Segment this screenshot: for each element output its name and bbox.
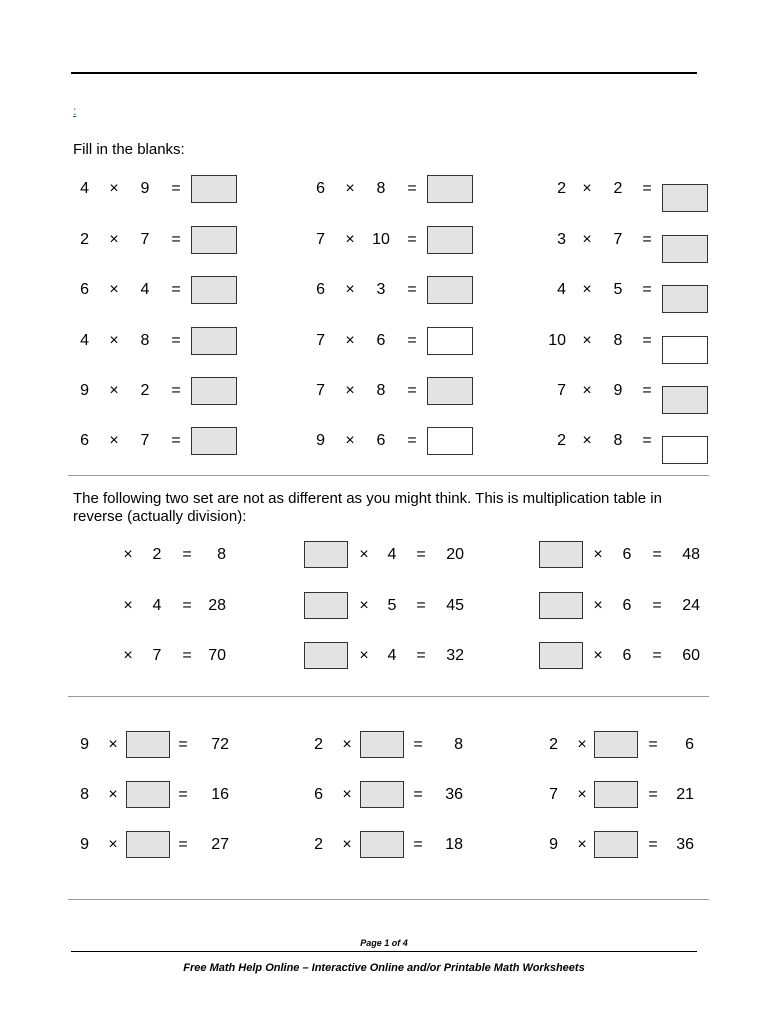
- factor-b: 2: [140, 382, 150, 399]
- times-sign: ×: [593, 546, 603, 563]
- missing-factor-blank[interactable]: [304, 541, 348, 568]
- answer-blank[interactable]: [427, 327, 473, 355]
- product: 28: [208, 597, 226, 614]
- section-divider: [68, 899, 709, 900]
- equals-sign: =: [648, 736, 658, 753]
- factor-b: 7: [140, 231, 150, 248]
- factor-a: 4: [80, 332, 89, 349]
- answer-blank[interactable]: [662, 386, 708, 414]
- answer-blank[interactable]: [662, 336, 708, 364]
- answer-blank[interactable]: [191, 327, 237, 355]
- missing-factor-blank[interactable]: [594, 831, 638, 858]
- times-sign: ×: [577, 836, 587, 853]
- equals-sign: =: [171, 432, 181, 449]
- equals-sign: =: [407, 231, 417, 248]
- product: 60: [682, 647, 700, 664]
- equals-sign: =: [182, 647, 192, 664]
- times-sign: ×: [345, 382, 355, 399]
- factor-a: 7: [549, 786, 558, 803]
- answer-blank[interactable]: [427, 175, 473, 203]
- factor-a: 6: [80, 432, 89, 449]
- product: 21: [676, 786, 694, 803]
- factor-a: 7: [316, 382, 325, 399]
- equals-sign: =: [178, 836, 188, 853]
- factor-a: 2: [314, 736, 323, 753]
- answer-blank[interactable]: [662, 184, 708, 212]
- times-sign: ×: [342, 836, 352, 853]
- answer-blank[interactable]: [191, 226, 237, 254]
- factor-b: 4: [152, 597, 162, 614]
- times-sign: ×: [582, 332, 592, 349]
- equals-sign: =: [642, 382, 652, 399]
- times-sign: ×: [359, 546, 369, 563]
- equals-sign: =: [413, 786, 423, 803]
- factor-a: 2: [314, 836, 323, 853]
- equals-sign: =: [171, 231, 181, 248]
- equals-sign: =: [178, 786, 188, 803]
- times-sign: ×: [109, 180, 119, 197]
- times-sign: ×: [108, 736, 118, 753]
- factor-a: 2: [549, 736, 558, 753]
- product: 27: [211, 836, 229, 853]
- answer-blank[interactable]: [662, 436, 708, 464]
- answer-blank[interactable]: [191, 377, 237, 405]
- factor-b: 4: [140, 281, 150, 298]
- times-sign: ×: [582, 382, 592, 399]
- times-sign: ×: [577, 786, 587, 803]
- factor-a: 6: [316, 281, 325, 298]
- equals-sign: =: [416, 597, 426, 614]
- factor-a: 9: [549, 836, 558, 853]
- answer-blank[interactable]: [191, 276, 237, 304]
- factor-a: 3: [557, 231, 566, 248]
- missing-factor-blank[interactable]: [304, 642, 348, 669]
- times-sign: ×: [582, 231, 592, 248]
- equals-sign: =: [648, 836, 658, 853]
- factor-b: 5: [613, 281, 623, 298]
- times-sign: ×: [109, 432, 119, 449]
- missing-factor-blank[interactable]: [594, 781, 638, 808]
- factor-a: 6: [314, 786, 323, 803]
- answer-blank[interactable]: [427, 427, 473, 455]
- factor-a: 9: [316, 432, 325, 449]
- factor-a: 2: [557, 180, 566, 197]
- product: 32: [446, 647, 464, 664]
- factor-b: 2: [152, 546, 162, 563]
- factor-b: 3: [376, 281, 386, 298]
- factor-b: 5: [387, 597, 397, 614]
- equals-sign: =: [407, 382, 417, 399]
- page-number: Page 1 of 4: [360, 938, 408, 948]
- times-sign: ×: [345, 332, 355, 349]
- factor-b: 7: [613, 231, 623, 248]
- equals-sign: =: [182, 597, 192, 614]
- section1-instruction: Fill in the blanks:: [73, 141, 185, 158]
- missing-factor-blank[interactable]: [594, 731, 638, 758]
- product: 8: [454, 736, 463, 753]
- equals-sign: =: [171, 332, 181, 349]
- header-link[interactable]: :: [73, 104, 77, 118]
- equals-sign: =: [416, 647, 426, 664]
- times-sign: ×: [109, 332, 119, 349]
- product: 70: [208, 647, 226, 664]
- times-sign: ×: [577, 736, 587, 753]
- answer-blank[interactable]: [427, 276, 473, 304]
- section-divider: [68, 696, 709, 697]
- times-sign: ×: [109, 231, 119, 248]
- missing-factor-blank[interactable]: [304, 592, 348, 619]
- times-sign: ×: [123, 597, 133, 614]
- factor-b: 9: [140, 180, 150, 197]
- equals-sign: =: [407, 180, 417, 197]
- answer-blank[interactable]: [427, 226, 473, 254]
- section-divider: [68, 475, 709, 476]
- times-sign: ×: [109, 281, 119, 298]
- product: 45: [446, 597, 464, 614]
- equals-sign: =: [652, 597, 662, 614]
- times-sign: ×: [593, 597, 603, 614]
- product: 72: [211, 736, 229, 753]
- factor-a: 4: [80, 180, 89, 197]
- product: 36: [676, 836, 694, 853]
- times-sign: ×: [582, 180, 592, 197]
- product: 36: [445, 786, 463, 803]
- factor-a: 7: [316, 231, 325, 248]
- equals-sign: =: [648, 786, 658, 803]
- footer-rule: [71, 951, 697, 952]
- factor-b: 6: [376, 432, 386, 449]
- factor-a: 4: [557, 281, 566, 298]
- missing-factor-blank[interactable]: [539, 592, 583, 619]
- factor-a: 7: [557, 382, 566, 399]
- times-sign: ×: [345, 432, 355, 449]
- factor-b: 2: [613, 180, 623, 197]
- factor-b: 6: [622, 647, 632, 664]
- factor-a: 10: [548, 332, 566, 349]
- equals-sign: =: [642, 332, 652, 349]
- factor-b: 7: [152, 647, 162, 664]
- answer-blank[interactable]: [662, 235, 708, 263]
- factor-b: 7: [140, 432, 150, 449]
- factor-b: 8: [613, 432, 623, 449]
- factor-a: 2: [557, 432, 566, 449]
- product: 24: [682, 597, 700, 614]
- header-rule: [71, 72, 697, 74]
- times-sign: ×: [109, 382, 119, 399]
- footer-title: Free Math Help Online – Interactive Online and/or Printable Math Worksheets: [183, 962, 585, 974]
- times-sign: ×: [582, 432, 592, 449]
- equals-sign: =: [652, 546, 662, 563]
- equals-sign: =: [171, 180, 181, 197]
- section2-instruction-line2: reverse (actually division):: [73, 508, 247, 525]
- answer-blank[interactable]: [191, 175, 237, 203]
- product: 8: [217, 546, 226, 563]
- factor-b: 8: [140, 332, 150, 349]
- equals-sign: =: [171, 382, 181, 399]
- answer-blank[interactable]: [427, 377, 473, 405]
- times-sign: ×: [593, 647, 603, 664]
- factor-a: 6: [80, 281, 89, 298]
- equals-sign: =: [171, 281, 181, 298]
- times-sign: ×: [342, 736, 352, 753]
- factor-a: 8: [80, 786, 89, 803]
- answer-blank[interactable]: [662, 285, 708, 313]
- product: 16: [211, 786, 229, 803]
- factor-b: 8: [376, 180, 386, 197]
- equals-sign: =: [416, 546, 426, 563]
- times-sign: ×: [345, 231, 355, 248]
- factor-a: 9: [80, 836, 89, 853]
- times-sign: ×: [359, 597, 369, 614]
- product: 6: [685, 736, 694, 753]
- product: 20: [446, 546, 464, 563]
- factor-b: 4: [387, 647, 397, 664]
- factor-b: 6: [376, 332, 386, 349]
- times-sign: ×: [108, 786, 118, 803]
- times-sign: ×: [108, 836, 118, 853]
- equals-sign: =: [178, 736, 188, 753]
- factor-b: 4: [387, 546, 397, 563]
- equals-sign: =: [642, 231, 652, 248]
- equals-sign: =: [642, 281, 652, 298]
- factor-b: 6: [622, 546, 632, 563]
- equals-sign: =: [652, 647, 662, 664]
- times-sign: ×: [345, 281, 355, 298]
- times-sign: ×: [345, 180, 355, 197]
- missing-factor-blank[interactable]: [539, 541, 583, 568]
- equals-sign: =: [182, 546, 192, 563]
- factor-a: 6: [316, 180, 325, 197]
- equals-sign: =: [642, 432, 652, 449]
- equals-sign: =: [413, 736, 423, 753]
- factor-b: 10: [372, 231, 390, 248]
- missing-factor-blank[interactable]: [539, 642, 583, 669]
- section2-instruction-line1: The following two set are not as different as you might think. This is multiplication table in: [73, 490, 662, 507]
- equals-sign: =: [642, 180, 652, 197]
- factor-a: 9: [80, 382, 89, 399]
- times-sign: ×: [582, 281, 592, 298]
- factor-b: 9: [613, 382, 623, 399]
- factor-b: 6: [622, 597, 632, 614]
- equals-sign: =: [407, 432, 417, 449]
- factor-a: 7: [316, 332, 325, 349]
- product: 18: [445, 836, 463, 853]
- times-sign: ×: [123, 647, 133, 664]
- times-sign: ×: [359, 647, 369, 664]
- equals-sign: =: [407, 332, 417, 349]
- factor-a: 9: [80, 736, 89, 753]
- equals-sign: =: [407, 281, 417, 298]
- factor-a: 2: [80, 231, 89, 248]
- times-sign: ×: [123, 546, 133, 563]
- times-sign: ×: [342, 786, 352, 803]
- equals-sign: =: [413, 836, 423, 853]
- factor-b: 8: [613, 332, 623, 349]
- product: 48: [682, 546, 700, 563]
- answer-blank[interactable]: [191, 427, 237, 455]
- factor-b: 8: [376, 382, 386, 399]
